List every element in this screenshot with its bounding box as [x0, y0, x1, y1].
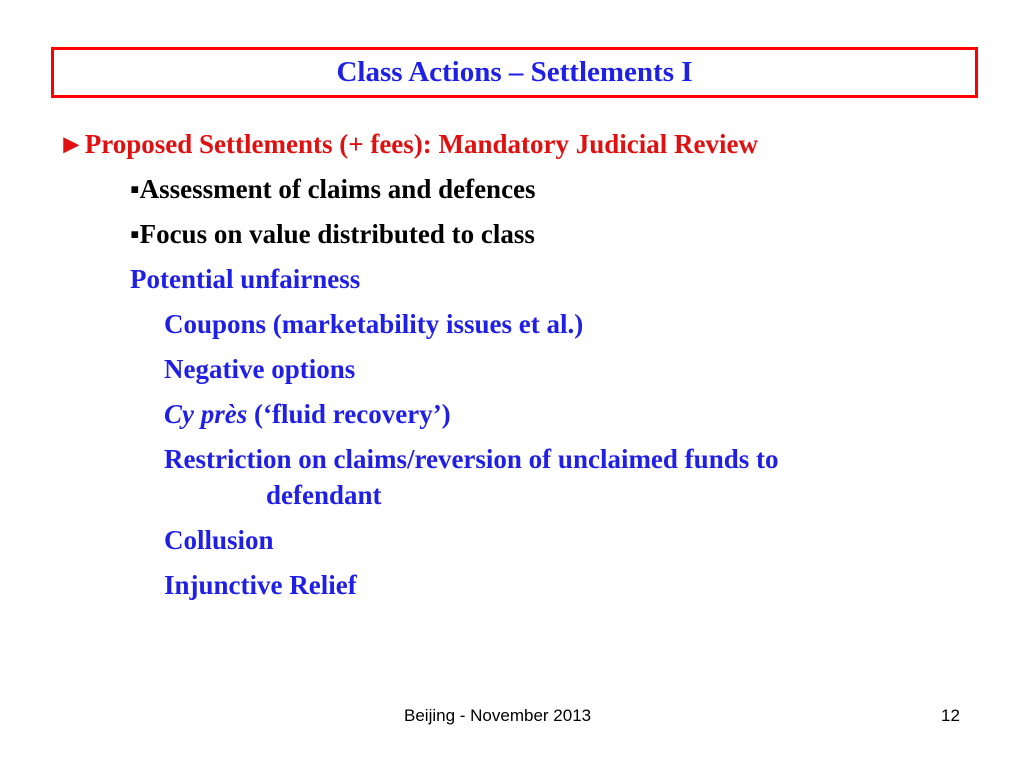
cy-pres-term: Cy près — [164, 399, 248, 429]
bullet-text-assessment: Assessment of claims and defences — [139, 174, 536, 204]
title-box — [51, 47, 978, 98]
slide-title: Class Actions – Settlements I — [336, 56, 693, 88]
item-cy-pres — [164, 398, 451, 430]
item-coupons: Coupons (marketability issues et al.) — [164, 309, 584, 339]
bullet-line-focus — [130, 218, 535, 250]
bullet-line-assessment — [130, 173, 536, 205]
footer-location-date: Beijing - November 2013 — [404, 706, 592, 725]
cy-pres-rest: (‘fluid recovery’) — [247, 399, 451, 429]
heading-line — [58, 128, 758, 160]
item-injunctive-relief: Injunctive Relief — [164, 570, 357, 600]
item-negative-options: Negative options — [164, 354, 356, 384]
bullet-text-focus: Focus on value distributed to class — [139, 219, 535, 249]
square-bullet-icon: ▪ — [130, 174, 140, 204]
footer-page-number: 12 — [941, 706, 960, 725]
square-bullet-icon: ▪ — [130, 219, 140, 249]
item-restriction-line2: defendant — [266, 480, 382, 510]
subheading-potential-unfairness: Potential unfairness — [130, 264, 361, 294]
item-restriction-line1: Restriction on claims/reversion of unclaimed funds to — [164, 444, 779, 474]
item-collusion: Collusion — [164, 525, 274, 555]
heading-text: Proposed Settlements (+ fees): Mandatory Judicial Review — [84, 129, 759, 159]
triangle-bullet-icon: ► — [58, 129, 85, 159]
